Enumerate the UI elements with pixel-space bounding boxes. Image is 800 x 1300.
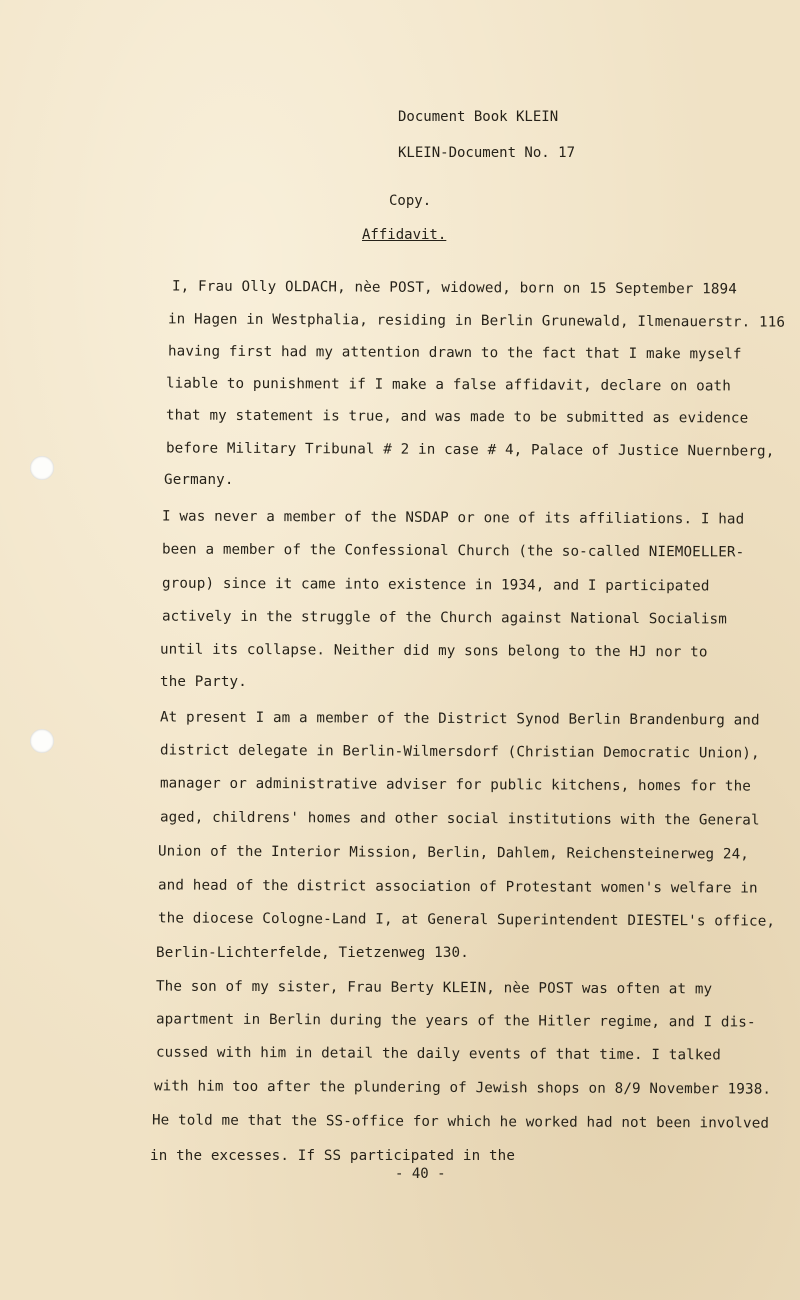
paragraph-2-line: been a member of the Confessional Church (the so-called NIEMOELLER- bbox=[161, 541, 745, 561]
document-book-heading: Document Book KLEIN bbox=[398, 109, 559, 125]
punch-hole-top bbox=[30, 456, 54, 480]
paragraph-1-line: I, Frau Olly OLDACH, nèe POST, widowed, born on 15 September 1894 bbox=[171, 278, 738, 298]
paragraph-1-line: before Military Tribunal # 2 in case # 4, Palace of Justice Nuernberg, bbox=[165, 440, 775, 460]
document-number: KLEIN-Document No. 17 bbox=[398, 145, 576, 161]
paragraph-3-line: the diocese Cologne-Land I, at General Superintendent DIESTEL's office, bbox=[157, 910, 776, 930]
paragraph-2-line: actively in the struggle of the Church against National Socialism bbox=[161, 608, 728, 628]
paragraph-3-line: At present I am a member of the District Synod Berlin Brandenburg and bbox=[159, 709, 760, 729]
paragraph-1-line: liable to punishment if I make a false affidavit, declare on oath bbox=[165, 375, 732, 395]
paragraph-3-line: district delegate in Berlin-Wilmersdorf (Christian Democratic Union), bbox=[159, 742, 760, 762]
affidavit-title: Affidavit. bbox=[362, 227, 447, 243]
paragraph-3-line: Berlin-Lichterfelde, Tietzenweg 130. bbox=[156, 945, 469, 961]
paragraph-4-line: He told me that the SS-office for which he worked had not been involved bbox=[151, 1112, 770, 1132]
paragraph-4-line: in the excesses. If SS participated in the bbox=[150, 1148, 516, 1164]
paragraph-3-line: aged, childrens' homes and other social institutions with the General bbox=[159, 809, 760, 829]
paragraph-4-line: cussed with him in detail the daily events of that time. I talked bbox=[155, 1044, 722, 1064]
paragraph-4-line: apartment in Berlin during the years of the Hitler regime, and I dis- bbox=[155, 1011, 756, 1031]
paragraph-2-line: I was never a member of the NSDAP or one of its affiliations. I had bbox=[161, 508, 745, 528]
paragraph-2-line: group) since it came into existence in 1934, and I participated bbox=[161, 575, 710, 595]
punch-hole-bottom bbox=[30, 729, 54, 753]
paragraph-3-line: Union of the Interior Mission, Berlin, Dahlem, Reichensteinerweg 24, bbox=[157, 843, 750, 863]
paragraph-1-line: having first had my attention drawn to the fact that I make myself bbox=[167, 343, 742, 363]
paragraph-4-line: The son of my sister, Frau Berty KLEIN, nèe POST was often at my bbox=[155, 978, 713, 998]
paragraph-4-line: with him too after the plundering of Jewish shops on 8/9 November 1938. bbox=[153, 1078, 772, 1098]
paragraph-1-line: Germany. bbox=[164, 472, 234, 488]
paragraph-1-line: that my statement is true, and was made to be submitted as evidence bbox=[165, 407, 749, 427]
paragraph-1-line: in Hagen in Westphalia, residing in Berlin Grunewald, Ilmenauerstr. 116 bbox=[167, 311, 786, 331]
paragraph-2-line: until its collapse. Neither did my sons belong to the HJ nor to bbox=[159, 641, 708, 661]
copy-label: Copy. bbox=[389, 193, 432, 209]
paragraph-3-line: and head of the district association of Protestant women's welfare in bbox=[157, 877, 758, 897]
paragraph-2-line: the Party. bbox=[160, 674, 247, 690]
page-number: - 40 - bbox=[395, 1166, 446, 1182]
paragraph-3-line: manager or administrative adviser for public kitchens, homes for the bbox=[159, 775, 752, 795]
